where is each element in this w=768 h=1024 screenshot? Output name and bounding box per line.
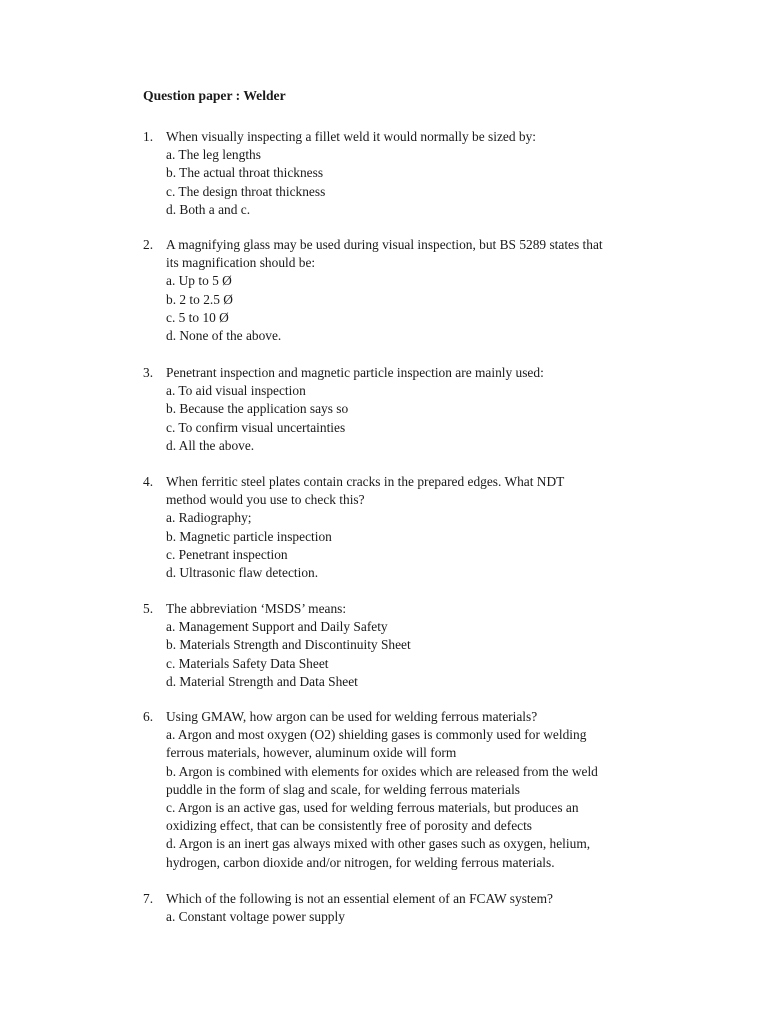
answer-option-b: b. Argon is combined with elements for oxides which are released from the weld — [166, 763, 598, 779]
answer-option-d: d. Argon is an inert gas always mixed with other gases such as oxygen, helium, — [166, 836, 591, 852]
answer-option-b-continued: puddle in the form of slag and scale, for welding ferrous materials — [166, 781, 520, 797]
answer-option-d: d. None of the above. — [166, 328, 282, 344]
answer-option-d: d. Both a and c. — [166, 201, 251, 217]
question-number: 3. — [143, 365, 154, 380]
answer-option-a: a. Management Support and Daily Safety — [166, 619, 388, 635]
answer-option-a: a. To aid visual inspection — [166, 383, 306, 399]
answer-option-a: a. Argon and most oxygen (O2) shielding gases is commonly used for welding — [166, 727, 587, 743]
answer-option-b: b. The actual throat thickness — [166, 165, 324, 181]
answer-option-c: c. To confirm visual uncertainties — [166, 419, 346, 435]
answer-option-a-continued: ferrous materials, however, aluminum oxide will form — [166, 745, 457, 761]
question-text-continued: method would you use to check this? — [166, 492, 365, 508]
question-body — [166, 473, 681, 582]
answer-option-b: b. 2 to 2.5 Ø — [166, 291, 233, 307]
answer-option-c: c. Penetrant inspection — [166, 546, 288, 562]
question-body — [166, 708, 681, 872]
answer-option-b: b. Because the application says so — [166, 401, 349, 417]
question-body — [166, 600, 681, 691]
question-text: The abbreviation ‘MSDS’ means: — [166, 601, 347, 616]
answer-option-c: c. The design throat thickness — [166, 183, 326, 199]
question-body — [166, 890, 681, 926]
answer-option-d: d. All the above. — [166, 437, 255, 453]
question-number: 5. — [143, 601, 154, 616]
answer-option-d: d. Material Strength and Data Sheet — [166, 673, 358, 689]
answer-option-d: d. Ultrasonic flaw detection. — [166, 565, 319, 581]
question-text: Penetrant inspection and magnetic particle inspection are mainly used: — [166, 365, 544, 380]
question-text: Which of the following is not an essential element of an FCAW system? — [166, 891, 553, 906]
answer-option-b: b. Materials Strength and Discontinuity Sheet — [166, 637, 411, 653]
answer-option-a: a. Up to 5 Ø — [166, 273, 232, 289]
answer-option-a: a. Radiography; — [166, 510, 252, 526]
answer-option-c: c. 5 to 10 Ø — [166, 309, 229, 325]
answer-option-c-continued: oxidizing effect, that can be consistently free of porosity and defects — [166, 818, 533, 834]
question-text: A magnifying glass may be used during visual inspection, but BS 5289 states that — [166, 237, 603, 252]
answer-option-b: b. Magnetic particle inspection — [166, 528, 332, 544]
question-number: 4. — [143, 474, 154, 489]
question-text: When ferritic steel plates contain cracks in the prepared edges. What NDT — [166, 474, 565, 489]
question-body — [166, 128, 681, 219]
page-title: Question paper : Welder — [143, 88, 286, 103]
question-number: 2. — [143, 237, 154, 252]
answer-option-a: a. The leg lengths — [166, 147, 261, 163]
question-number: 1. — [143, 129, 154, 144]
question-body — [166, 364, 681, 455]
answer-option-c: c. Argon is an active gas, used for welding ferrous materials, but produces an — [166, 800, 579, 816]
question-number: 7. — [143, 891, 154, 906]
answer-option-a: a. Constant voltage power supply — [166, 909, 345, 925]
question-text-continued: its magnification should be: — [166, 255, 316, 271]
question-text: Using GMAW, how argon can be used for welding ferrous materials? — [166, 709, 538, 724]
question-body — [166, 236, 681, 345]
question-text: When visually inspecting a fillet weld it would normally be sized by: — [166, 129, 537, 144]
answer-option-d-continued: hydrogen, carbon dioxide and/or nitrogen, for welding ferrous materials. — [166, 854, 555, 870]
answer-option-c: c. Materials Safety Data Sheet — [166, 655, 329, 671]
question-number: 6. — [143, 709, 154, 724]
